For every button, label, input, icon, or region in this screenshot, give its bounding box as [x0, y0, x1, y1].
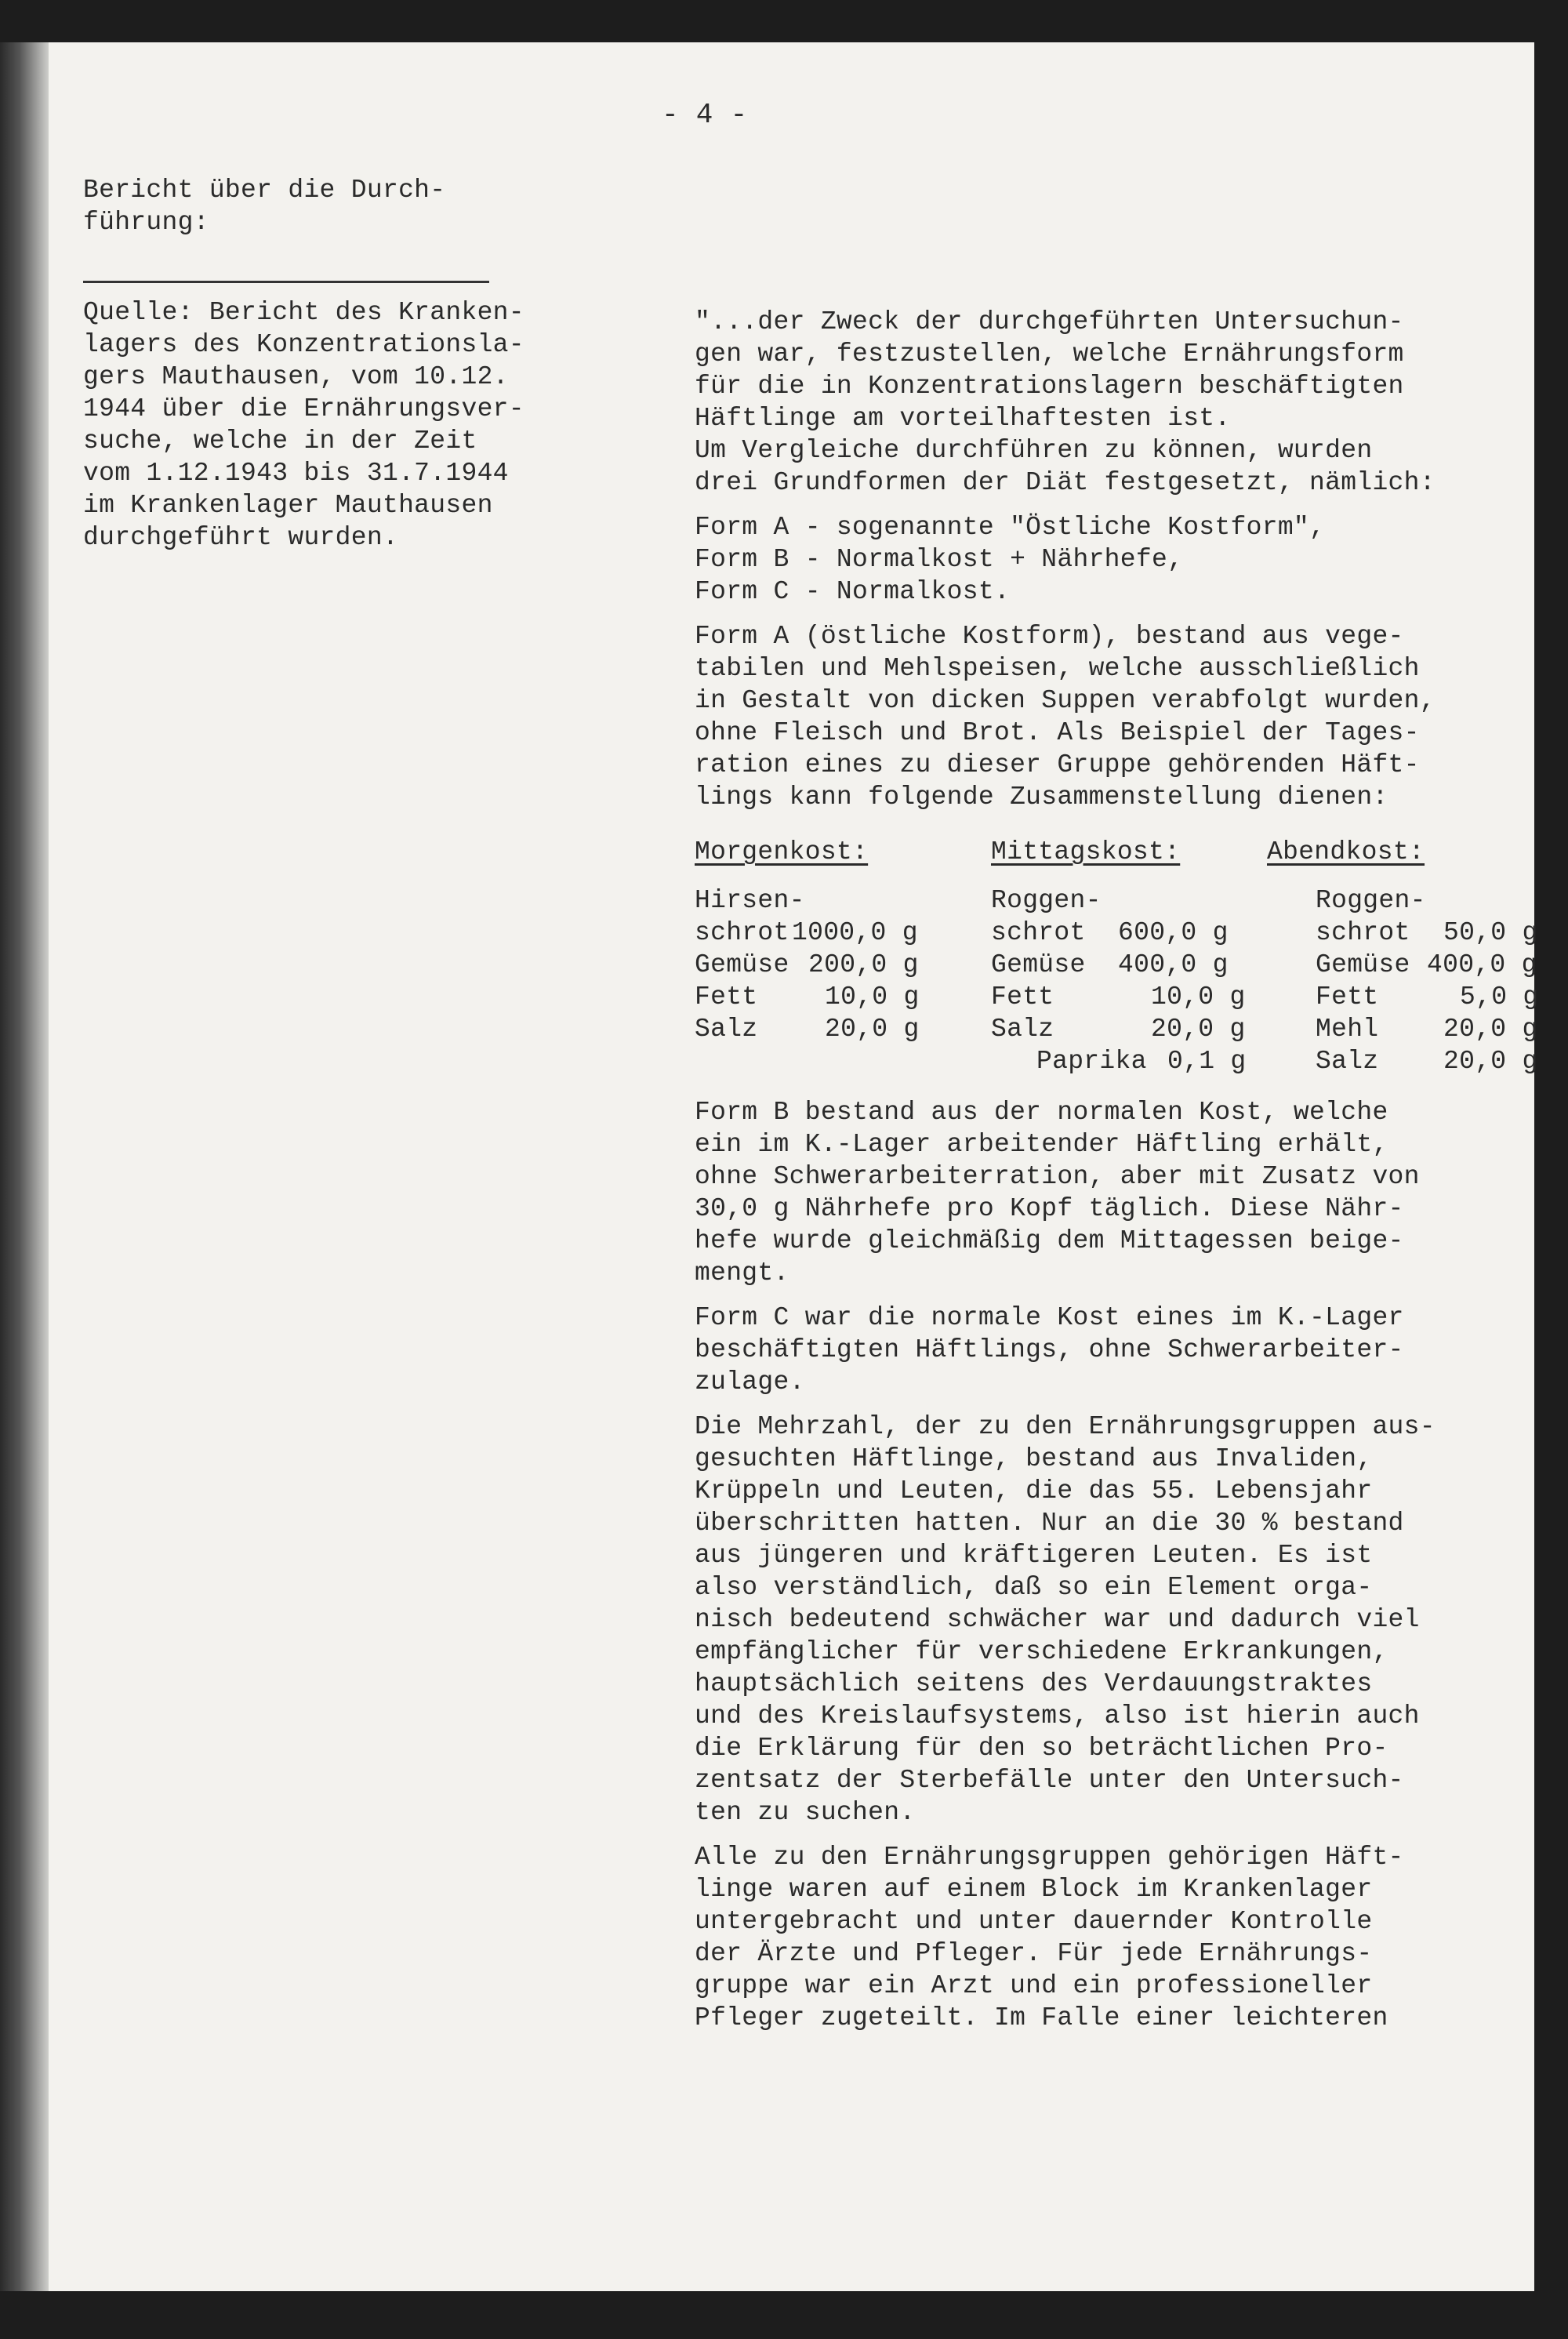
forms-list: Form A - sogenannte "Östliche Kostform", Form B - Normalkost + Nährhefe, Form C - Normalkost. — [695, 513, 1326, 606]
evening-item-name: Salz — [1316, 1047, 1379, 1076]
midday-item-name: Paprika — [1036, 1047, 1147, 1076]
document-page — [49, 42, 1539, 2291]
midday-item-name: Salz — [991, 1015, 1054, 1044]
sidebar-heading: Bericht über die Durch- führung: — [83, 176, 446, 237]
morning-item-amount: 10,0 g — [825, 982, 920, 1012]
form-a-paragraph: Form A (östliche Kostform), bestand aus vege- tabilen und Mehlspeisen, welche ausschließlich in Gestalt von dicken Suppen verabfolgt wurden, ohne Fleisch und Brot. Als Beispiel der Tages- ration eines zu dieser Gruppe gehörenden Häft- lings kann folgende Zusammenstellung dienen: — [695, 622, 1436, 812]
main-text — [695, 306, 1510, 826]
meal-table — [695, 836, 1539, 1087]
evening-item-name: Gemüse — [1316, 950, 1410, 979]
morning-item-name: Gemüse — [695, 950, 789, 979]
evening-item-name: Mehl — [1316, 1015, 1379, 1044]
evening-item-amount: 5,0 g — [1460, 982, 1539, 1012]
sidebar-source: Quelle: Bericht des Kranken- lagers des Konzentrationsla- gers Mauthausen, vom 10.12. 1944 über die Ernährungsver- suche, welche in der Zeit vom 1.12.1943 bis 31.7.1944 im Krankenlager Mauthausen durchgeführt wurden. — [83, 298, 524, 552]
evening-item-amount: 20,0 g — [1443, 1047, 1538, 1076]
evening-item-name: Roggen- — [1316, 886, 1426, 915]
form-b-paragraph: Form B bestand aus der normalen Kost, welche ein im K.-Lager arbeitender Häftling erhält, ohne Schwerarbeiterration, aber mit Zusatz von 30,0 g Nährhefe pro Kopf täglich. Diese Nähr- hefe wurde gleichmäßig dem Mittagessen beige- mengt. — [695, 1098, 1420, 1288]
evening-heading: Abendkost: — [1267, 837, 1425, 866]
main-text-continued — [695, 1096, 1510, 2047]
evening-item-amount: 20,0 g — [1443, 1015, 1538, 1044]
morning-item-name: Salz — [695, 1015, 758, 1044]
morning-item-amount: 200,0 g — [808, 950, 919, 979]
evening-item-amount: 400,0 g — [1427, 950, 1537, 979]
morning-item-name: Hirsen- — [695, 886, 805, 915]
midday-item-name: schrot — [991, 918, 1086, 947]
midday-item-name: Roggen- — [991, 886, 1102, 915]
evening-item-amount: 50,0 g — [1443, 918, 1538, 947]
midday-item-name: Gemüse — [991, 950, 1086, 979]
block-paragraph: Alle zu den Ernährungsgruppen gehörigen Häft- linge waren auf einem Block im Krankenlager untergebracht und unter dauernder Kontrolle der Ärzte und Pfleger. Für jede Ernährungs- gruppe war ein Arzt und ein professioneller Pfleger zugeteilt. Im Falle einer leichteren — [695, 1843, 1404, 2032]
midday-item-amount: 400,0 g — [1118, 950, 1229, 979]
intro-paragraph: "...der Zweck der durchgeführten Untersuchun- gen war, festzustellen, welche Ernährungsform für die in Konzentrationslagern beschäftigten Häftlinge am vorteilhaftesten ist. Um Vergleiche durchführen zu können, wurden drei Grundformen der Diät festgesetzt, nämlich: — [695, 307, 1436, 497]
morning-item-amount: 20,0 g — [825, 1015, 920, 1044]
morning-heading: Morgenkost: — [695, 837, 869, 866]
midday-item-amount: 10,0 g — [1151, 982, 1246, 1012]
page-number: - 4 - — [662, 99, 748, 131]
midday-heading: Mittagskost: — [991, 837, 1181, 866]
morning-item-amount: 1000,0 g — [792, 918, 918, 947]
midday-item-amount: 0,1 g — [1167, 1047, 1247, 1076]
midday-item-name: Fett — [991, 982, 1054, 1012]
midday-item-amount: 20,0 g — [1151, 1015, 1246, 1044]
evening-item-name: schrot — [1316, 918, 1410, 947]
evening-item-name: Fett — [1316, 982, 1379, 1012]
morning-item-name: schrot — [695, 918, 789, 947]
form-c-paragraph: Form C war die normale Kost eines im K.-Lager beschäftigten Häftlings, ohne Schwerarbeiter- zulage. — [695, 1303, 1404, 1396]
heading-underline — [83, 281, 489, 283]
midday-item-amount: 600,0 g — [1118, 918, 1229, 947]
majority-paragraph: Die Mehrzahl, der zu den Ernährungsgruppen aus- gesuchten Häftlinge, bestand aus Invaliden, Krüppeln und Leuten, die das 55. Lebensjahr überschritten hatten. Nur an die 30 % bestand aus jüngeren und kräftigeren Leuten. Es ist also verständlich, daß so ein Element orga- nisch bedeutend schwächer war und dadurch viel empfänglicher für verschiedene Erkrankungen, hauptsächlich seitens des Verdauungstraktes und des Kreislaufsystems, also ist hierin auch die Erklärung für den so beträchtlichen Pro- zentsatz der Sterbefälle unter den Untersuch- ten zu suchen. — [695, 1412, 1436, 1827]
morning-item-name: Fett — [695, 982, 758, 1012]
